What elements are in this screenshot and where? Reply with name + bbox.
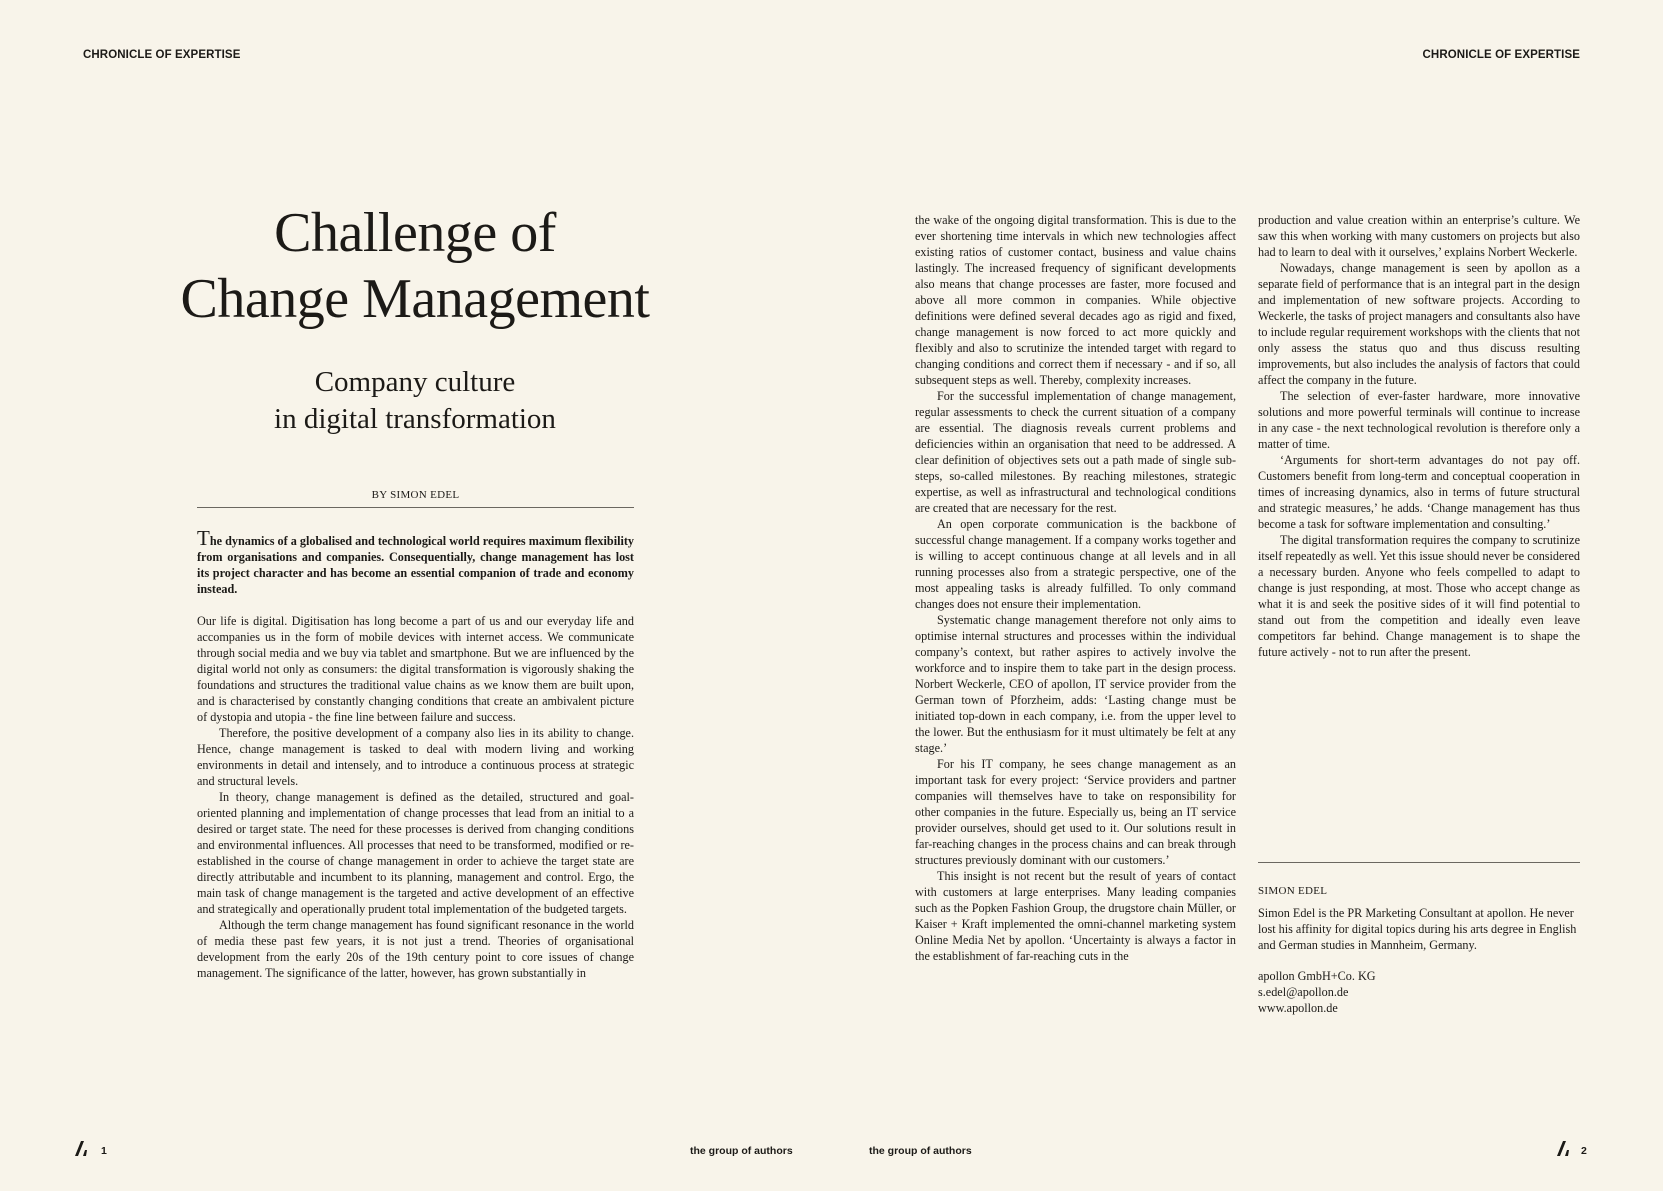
article-title: [150, 200, 680, 332]
author-company: apollon GmbH+Co. KG: [1258, 969, 1376, 983]
text-column-3: [1258, 212, 1580, 660]
lead-paragraph: [197, 526, 634, 597]
body-paragraph: Although the term change management has found significant resonance in the world of media these past few years, it is not just a trend. Theories of organisational development from the early 20s of the 19th century point to core issues of change management. The significance of the latter, however, has grown substantially in: [197, 918, 634, 980]
apollon-logo-icon: [1557, 1141, 1571, 1156]
author-email[interactable]: s.edel@apollon.de: [1258, 985, 1349, 999]
body-paragraph: Nowadays, change management is seen by apollon as a separate field of performance that is an integral part in the design and implementation of new software projects. According to Weckerle, the tasks of project managers and consultants also have to include regular requirement workshops with the clients that not only assess the status quo and thus discuss resulting improvements, but also includes the analysis of factors that could affect the company in the future.: [1258, 261, 1580, 387]
text-column-2: [915, 212, 1236, 964]
body-paragraph: The selection of ever-faster hardware, more innovative solutions and more powerful terminals will continue to increase in any case - the next technological revolution is therefore only a matter of time.: [1258, 389, 1580, 451]
footer-text-right: the group of authors: [869, 1145, 972, 1157]
author-box: [1258, 883, 1580, 1016]
title-line-2: Change Management: [180, 268, 650, 330]
page-number-right: 2: [1581, 1145, 1587, 1157]
body-paragraph: For the successful implementation of change management, regular assessments to check the current situation of a company are essential. The diagnosis reveals current problems and deficiencies within an organisation that need to be addressed. A clear definition of objectives sets out a path made of single sub-steps, so-called milestones. By reaching milestones, strategic expertise, as well as infrastructural and technological conditions are created that are necessary for the rest.: [915, 389, 1236, 515]
body-paragraph: production and value creation within an enterprise’s culture. We saw this when working with many customers on projects but also had to learn to deal with it ourselves,’ explains Norbert Weckerle.: [1258, 213, 1580, 259]
author-divider: [1258, 862, 1580, 863]
drop-initial: T: [197, 526, 210, 550]
body-paragraph: This insight is not recent but the result of years of contact with customers at large enterprises. Many leading companies such as the Popken Fashion Group, the drugstore chain Müller, or Kaiser + Kraft implemented the omni-channel marketing system Online Media Net by apollon. ‘Uncertainty is always a factor in the establishment of far-reaching cuts in the: [915, 869, 1236, 963]
text-column-1: [197, 526, 634, 981]
body-paragraph: Systematic change management therefore not only aims to optimise internal structures and processes within the individual company’s context, but rather aspires to actively involve the workforce and to inspire them to take part in the design process. Norbert Weckerle, CEO of apollon, IT service provider from the German town of Pforzheim, adds: ‘Lasting change must be initiated top-down in each company, i.e. from the upper level to the lower. But the enthusiasm for it must ultimately be felt at any stage.’: [915, 613, 1236, 755]
subtitle-line-2: in digital transformation: [274, 403, 556, 435]
body-paragraph: Therefore, the positive development of a company also lies in its ability to change. Hence, change management is tasked to deal with modern living and working environments in detail and intensely, and to introduce a continuous process at strategic and structural levels.: [197, 726, 634, 788]
running-header-right: CHRONICLE OF EXPERTISE: [1422, 49, 1580, 61]
running-header-left: CHRONICLE OF EXPERTISE: [83, 49, 241, 61]
author-bio: Simon Edel is the PR Marketing Consultant at apollon. He never lost his affinity for digital topics during his arts degree in English and German studies in Mannheim, Germany.: [1258, 906, 1577, 952]
body-paragraph: The digital transformation requires the company to scrutinize itself repeatedly as well. Yet this issue should never be considered a necessary burden. Anyone who feels compelled to adapt to change is just responding, at most. Those who accept change as what it is and seek the positive sides of it will find potential to stand out from the competition and ideally even leave competitors far behind. Change management is to shape the future actively - not to run after the present.: [1258, 533, 1580, 659]
body-paragraph: In theory, change management is defined as the detailed, structured and goal-oriented planning and implementation of change processes that lead from an initial to a desired or target state. The need for these processes is derived from changing conditions and environmental influences. All processes that need to be transformed, modified or re-established in the course of change management in order to achieve the target state are directly attributable and incumbent to its planning, management and control. Ergo, the main task of change management is the targeted and active development of an effective and strategically and operationally prudent total implementation of the budgeted targets.: [197, 790, 634, 916]
body-paragraph: For his IT company, he sees change management as an important task for every project: ‘Service providers and partner companies will themselves have to take on responsibility for other companies in the future. Especially us, being an IT service provider ourselves, should get used to it. Our solutions result in far-reaching changes in the process chains and can break through structures previously dominant with our customers.’: [915, 757, 1236, 867]
footer-text-left: the group of authors: [690, 1145, 793, 1157]
lead-text: he dynamics of a globalised and technological world requires maximum flexibility from organisations and companies. Consequentially, change management has lost its project character and has become an essential companion of trade and economy instead.: [197, 534, 634, 596]
author-name: SIMON EDEL: [1258, 885, 1328, 897]
body-paragraph: the wake of the ongoing digital transformation. This is due to the ever shortening time intervals in which new technologies affect existing ratios of customer contact, business and value chains lastingly. The increased frequency of significant developments also means that change processes are faster, more focused and above all more common in companies. While objective definitions were defined several decades ago as rigid and fixed, change management is now forced to act more quickly and flexibly and also to scrutinize the intended target with regard to changing conditions and correct them if necessary - and if so, all subsequent steps as well. Thereby, complexity increases.: [915, 213, 1236, 387]
body-paragraph: Our life is digital. Digitisation has long become a part of us and our everyday life and accompanies us in the form of mobile devices with internet access. We communicate through social media and we buy via tablet and smartphone. But we are influenced by the digital world not only as consumers: the digital transformation is vigorously shaking the foundations and structures the traditional value chains as we know them are built upon, and is characterised by constantly changing conditions that create an ambivalent picture of dystopia and utopia - the fine line between failure and success.: [197, 614, 634, 724]
body-paragraph: An open corporate communication is the backbone of successful change management. If a company works together and is willing to accept continuous change at all levels and in all running processes also from a strategic perspective, one of the most appealing tasks is already fulfilled. To only command changes does not ensure their implementation.: [915, 517, 1236, 611]
title-block: [150, 200, 680, 438]
page-number-left: 1: [101, 1145, 107, 1157]
author-website[interactable]: www.apollon.de: [1258, 1001, 1338, 1015]
subtitle-line-1: Company culture: [314, 366, 516, 398]
apollon-logo-icon: [75, 1141, 89, 1156]
body-paragraph: ‘Arguments for short-term advantages do not pay off. Customers benefit from long-term and conceptual cooperation in times of increasing dynamics, also in terms of future structural and strategic measures,’ he adds. ‘Change management has thus become a task for software implementation and consulting.’: [1258, 453, 1580, 531]
title-line-1: Challenge of: [274, 202, 556, 264]
byline: BY SIMON EDEL: [197, 489, 634, 508]
article-subtitle: [150, 364, 680, 438]
